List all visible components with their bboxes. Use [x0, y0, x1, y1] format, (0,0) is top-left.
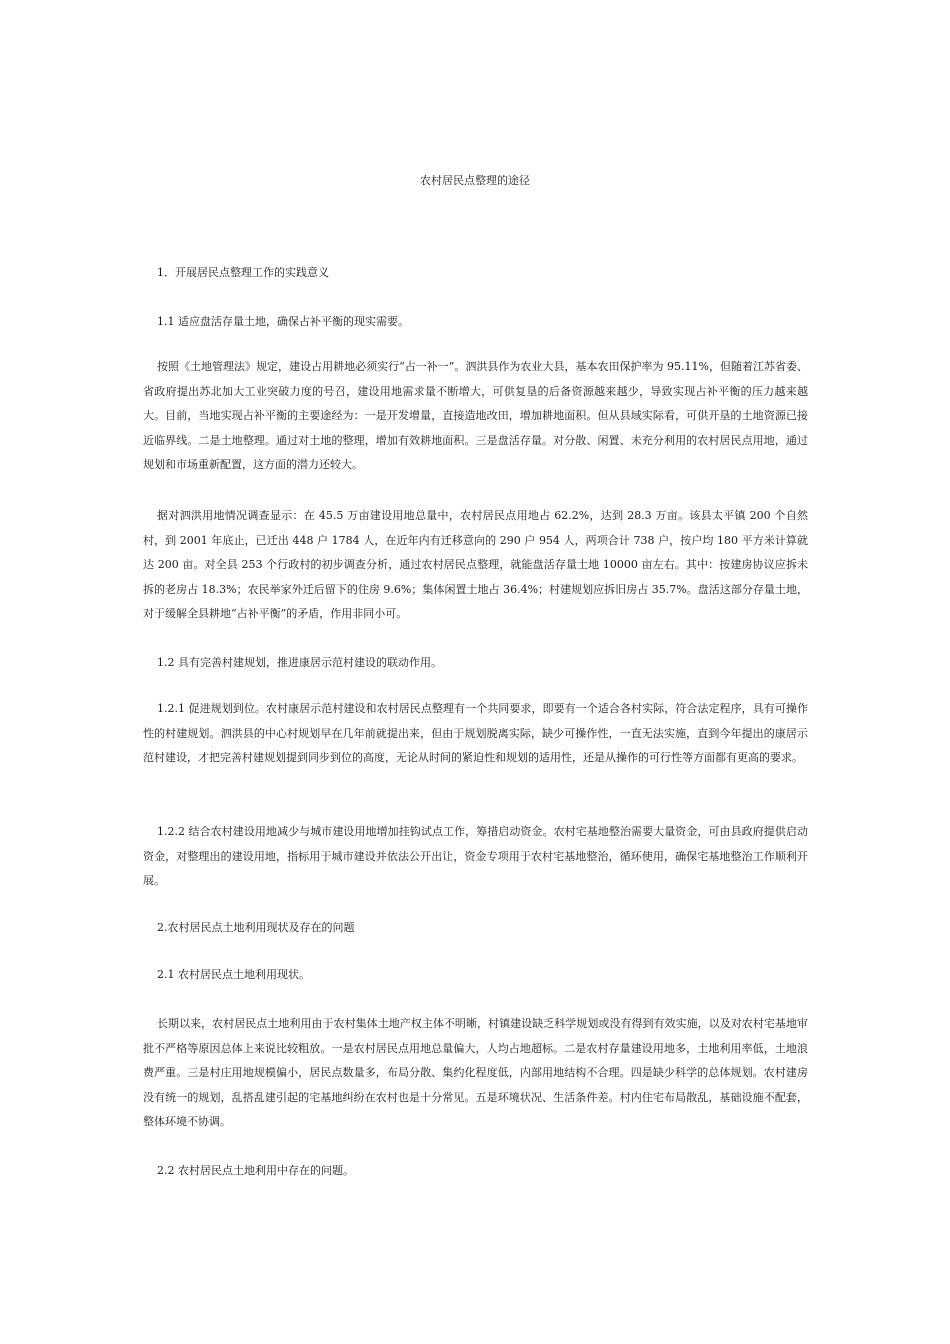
- body-paragraph-land-law: 按照《土地管理法》规定，建设占用耕地必须实行“占一补一”。泗洪县作为农业大县，基本农田保护率为 95.11%，但随着江苏省委、省政府提出苏北加大工业突破力度的号召，建设用地需求量不断增大，可供复垦的后备资源越来越少，导致实现占补平衡的压力越来越大。目前，当地实现占补平衡的主要途经为：一是开发增量，直接造地改田，增加耕地面积。但从县域实际看，可供开垦的土地资源已接近临界线。二是土地整理。通过对土地的整理，增加有效耕地面积。三是盘活存量。对分散、闲置、未充分利用的农村居民点用地，通过规划和市场重新配置，这方面的潜力还较大。: [143, 360, 808, 471]
- section-heading-1: 1．开展居民点整理工作的实践意义: [157, 266, 329, 279]
- section-heading-2: 2.农村居民点土地利用现状及存在的问题: [157, 921, 355, 934]
- subsection-heading-2-2: 2.2 农村居民点土地利用中存在的问题。: [157, 1164, 354, 1177]
- body-paragraph-survey: 据对泗洪用地情况调查显示：在 45.5 万亩建设用地总量中，农村居民点用地占 62.2%，达到 28.3 万亩。该县太平镇 200 个自然村，到 2001 年底止，已迁出 448 户 1784 人，在近年内有迁移意向的 290 户 954 人，两项合计 738 户，按户均 180 平方米计算就达 200 亩。对全县 253 个行政村的初步调查分析，通过农村居民点整理，就能盘活存量土地 10000 亩左右。其中：按建房协议应拆未拆的老房占 18.3%；农民举家外迁后留下的住房 9.6%；集体闲置土地占 36.4%；村建规划应拆旧房占 35.7%。盘活这部分存量土地，对于缓解全县耕地“占补平衡”的矛盾，作用非同小可。: [143, 509, 808, 620]
- subsection-heading-1-2: 1.2 具有完善村建规划，推进康居示范村建设的联动作用。: [157, 656, 442, 669]
- body-paragraph-1-2-2: 1.2.2 结合农村建设用地减少与城市建设用地增加挂钩试点工作，筹措启动资金。农村宅基地整治需要大量资金，可由县政府提供启动资金，对整理出的建设用地，指标用于城市建设并依法公开出让，资金专项用于农村宅基地整治，循环使用，确保宅基地整治工作顺利开展。: [143, 825, 808, 887]
- document-title: 农村居民点整理的途径: [420, 174, 530, 187]
- body-paragraph-current-status: 长期以来，农村居民点土地利用由于农村集体土地产权主体不明晰，村镇建设缺乏科学规划或没有得到有效实施，以及对农村宅基地审批不严格等原因总体上来说比较粗放。一是农村居民点用地总量偏大，人均占地超标。二是农村存量建设用地多，土地利用率低，土地浪费严重。三是村庄用地规模偏小，居民点数量多，布局分散、集约化程度低，内部用地结构不合理。四是缺少科学的总体规划。农村建房没有统一的规划，乱搭乱建引起的宅基地纠纷在农村也是十分常见。五是环境状况、生活条件差。村内住宅布局散乱，基础设施不配套，整体环境不协调。: [143, 1017, 808, 1128]
- body-paragraph-1-2-1: 1.2.1 促进规划到位。农村康居示范村建设和农村居民点整理有一个共同要求，即要有一个适合各村实际，符合法定程序，具有可操作性的村建规划。泗洪县的中心村规划早在几年前就提出来，但由于规划脱离实际，缺少可操作性，一直无法实施，直到今年提出的康居示范村建设，才把完善村建规划提到同步到位的高度，无论从时间的紧迫性和规划的适用性，还是从操作的可行性等方面都有更高的要求。: [143, 702, 808, 764]
- subsection-heading-2-1: 2.1 农村居民点土地利用现状。: [157, 968, 310, 981]
- subsection-heading-1-1: 1.1 适应盘活存量土地，确保占补平衡的现实需要。: [157, 315, 409, 328]
